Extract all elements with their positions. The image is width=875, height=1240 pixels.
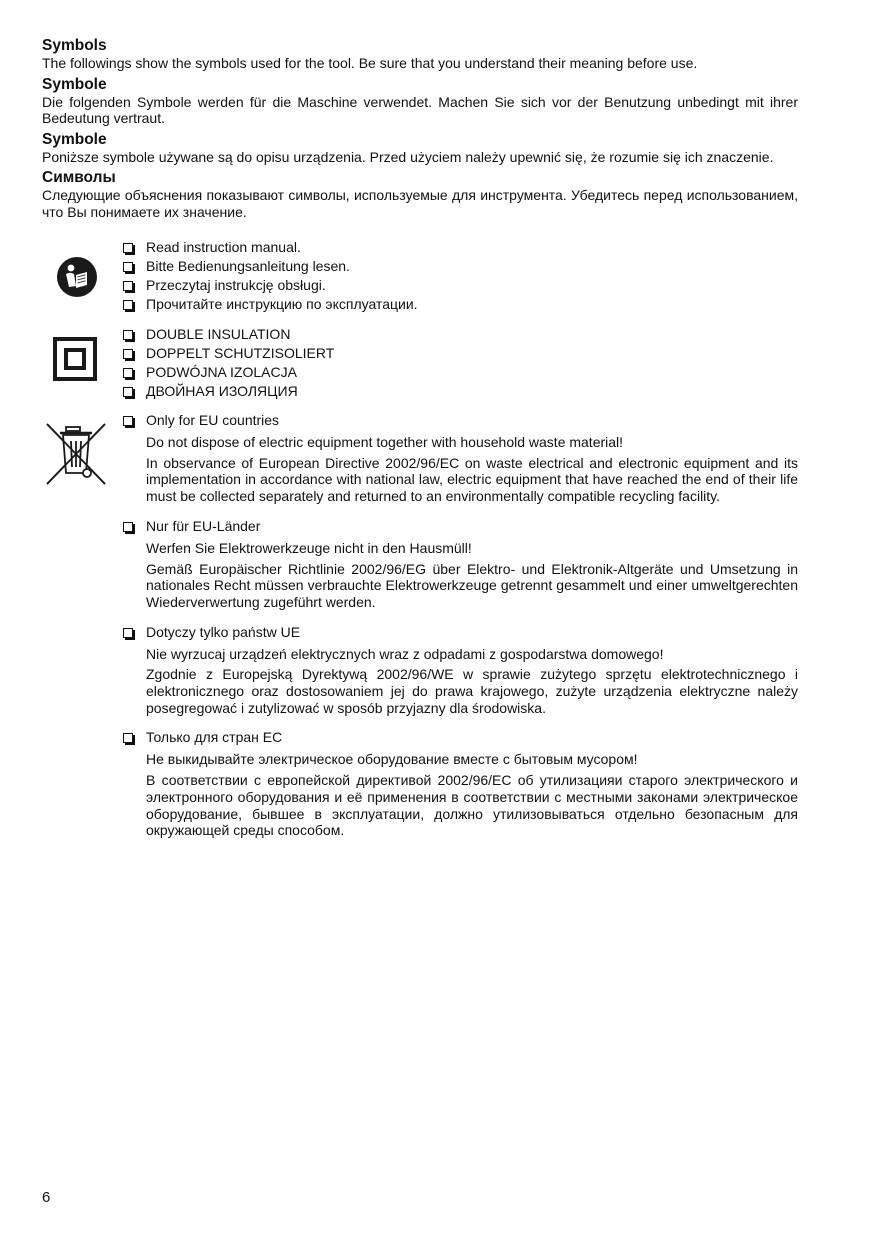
checkbox-bullet-icon <box>123 243 133 253</box>
eu-directive-text: Zgodnie z Europejską Dyrektywą 2002/96/WE w sprawie zużytego sprzętu elektrotechnicznego i elektronicznego oraz dostosowaniem jej do prawa krajowego, zużyte urządzenia elektryczne należy posegregować i zutylizować w sposób przyjazny dla środowiska. <box>146 666 798 716</box>
checkbox-bullet-icon <box>123 387 133 397</box>
section-heading: Symbole <box>42 75 107 93</box>
section-text: Следующие объяснения показывают символы, используемые для инструмента. Убедитесь перед использованием, что Вы понимаете их значение. <box>42 187 798 220</box>
list-item: Только для стран ЕС <box>122 728 798 747</box>
symbol-row-insulation <box>42 325 798 401</box>
list-item: ДВОЙНАЯ ИЗОЛЯЦИЯ <box>122 382 798 401</box>
list-item: PODWÓJNA IZOLACJA <box>122 363 798 382</box>
section-text: Poniższe symbole używane są do opisu urządzenia. Przed użyciem należy upewnić się, że rozumie się ich znaczenie. <box>42 148 774 165</box>
double-insulation-icon <box>53 337 97 386</box>
checkbox-bullet-icon <box>123 330 133 340</box>
list-item: Dotyczy tylko państw UE <box>122 623 798 642</box>
list-item: Przeczytaj instrukcję obsługi. <box>122 276 798 295</box>
list-item: Bitte Bedienungsanleitung lesen. <box>122 257 798 276</box>
eu-block-pl <box>122 623 798 717</box>
list-item: DOPPELT SCHUTZISOLIERT <box>122 344 798 363</box>
symbol-row-manual <box>42 238 798 314</box>
checkbox-bullet-icon <box>123 262 133 272</box>
checkbox-bullet-icon <box>123 281 133 291</box>
list-item: Only for EU countries <box>122 411 798 430</box>
eu-block-ru <box>122 728 798 839</box>
section-heading: Символы <box>42 169 116 186</box>
list-item: Прочитайте инструкцию по эксплуатации. <box>122 295 798 314</box>
intro-section-ru <box>42 168 798 220</box>
eu-warning: Не выкидывайте электрическое оборудование вместе с бытовым мусором! <box>146 751 638 768</box>
crossed-out-bin-icon <box>44 421 108 492</box>
read-manual-icon <box>56 256 98 303</box>
section-text: Die folgenden Symbole werden für die Maschine verwendet. Machen Sie sich vor der Benutzung unbedingt mit ihrer Bedeutung vertraut. <box>42 93 798 126</box>
intro-section-de <box>42 75 798 127</box>
checkbox-bullet-icon <box>123 522 133 532</box>
eu-warning: Nie wyrzucaj urządzeń elektrycznych wraz z odpadami z gospodarstwa domowego! <box>146 645 664 662</box>
section-text: The followings show the symbols used for the tool. Be sure that you understand their meaning before use. <box>42 55 698 71</box>
checkbox-bullet-icon <box>123 368 133 378</box>
intro-section-pl <box>42 130 798 166</box>
list-item: DOUBLE INSULATION <box>122 325 798 344</box>
list-item: Read instruction manual. <box>122 238 798 257</box>
list-item: Nur für EU-Länder <box>122 517 798 536</box>
symbol-row-weee <box>42 411 798 839</box>
checkbox-bullet-icon <box>123 628 133 638</box>
intro-section-en <box>42 36 798 72</box>
document-page <box>42 36 798 851</box>
checkbox-bullet-icon <box>123 733 133 743</box>
eu-block-en <box>122 411 798 505</box>
section-heading: Symbole <box>42 130 107 148</box>
eu-directive-text: В соответствии с европейской директивой 2002/96/ЕС об утилизацияи старого электрического и электронного оборудования и её применения в соответствии с местными законами электрическое оборудование, бывшее в эксплуатации, должно утилизовываться отдельно безопасным для окружающей среды способом. <box>146 772 798 839</box>
eu-directive-text: In observance of European Directive 2002/96/EC on waste electrical and electronic equipment and its implementation in accordance with national law, electric equipment that have reached the end of their life must be collected separately and returned to an environmentally compatible recycling facility. <box>146 454 798 505</box>
checkbox-bullet-icon <box>123 416 133 426</box>
checkbox-bullet-icon <box>123 300 133 310</box>
eu-directive-text: Gemäß Europäischer Richtlinie 2002/96/EG über Elektro- und Elektronik-Altgeräte und Umsetzung in nationales Recht müssen verbrauchte Elektrowerkzeuge getrennt gesammelt und einer umweltgerechten Wiederverwertung zugeführt werden. <box>146 560 798 610</box>
eu-block-de <box>122 517 798 611</box>
section-heading: Symbols <box>42 37 107 54</box>
eu-warning: Werfen Sie Elektrowerkzeuge nicht in den Hausmüll! <box>146 539 472 556</box>
page-number: 6 <box>42 1189 51 1206</box>
eu-warning: Do not dispose of electric equipment together with household waste material! <box>146 434 624 450</box>
checkbox-bullet-icon <box>123 349 133 359</box>
